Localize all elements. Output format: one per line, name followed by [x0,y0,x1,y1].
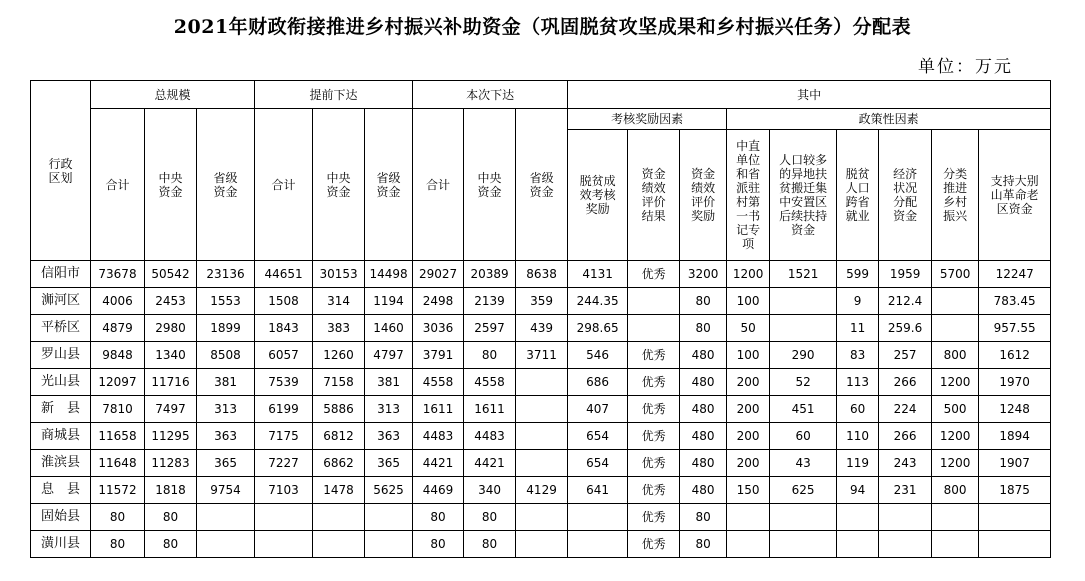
table-cell: 6057 [255,342,313,369]
table-cell: 381 [197,369,255,396]
region-name: 新 县 [31,396,91,423]
table-cell: 11572 [91,477,145,504]
table-cell: 80 [91,531,145,558]
table-cell: 654 [568,423,628,450]
table-cell: 7227 [255,450,313,477]
header-c8: 分类推进乡村振兴 [932,130,979,261]
table-cell: 11283 [145,450,197,477]
table-cell: 1521 [770,261,837,288]
table-cell: 244.35 [568,288,628,315]
header-c7: 经济状况分配资金 [879,130,932,261]
table-cell [313,504,365,531]
table-cell: 480 [680,369,727,396]
table-cell [770,531,837,558]
header-total-scale: 总规模 [91,81,255,109]
region-name: 罗山县 [31,342,91,369]
table-cell [628,288,680,315]
table-cell: 5700 [932,261,979,288]
table-cell: 110 [837,423,879,450]
table-cell [365,504,413,531]
header-current: 本次下达 [413,81,568,109]
header-of-which: 其中 [568,81,1051,109]
table-cell: 2980 [145,315,197,342]
table-cell: 654 [568,450,628,477]
table-cell: 优秀 [628,477,680,504]
table-cell: 1611 [464,396,516,423]
table-cell: 480 [680,477,727,504]
table-cell: 14498 [365,261,413,288]
table-cell: 7158 [313,369,365,396]
table-cell: 4006 [91,288,145,315]
table-cell: 231 [879,477,932,504]
table-cell: 340 [464,477,516,504]
table-cell: 4129 [516,477,568,504]
unit-label: 单位：万元 [918,57,1013,77]
table-cell: 2453 [145,288,197,315]
table-cell: 1970 [979,369,1051,396]
table-cell: 9 [837,288,879,315]
table-cell: 1460 [365,315,413,342]
table-cell: 200 [727,450,770,477]
table-cell: 2139 [464,288,516,315]
table-cell: 1899 [197,315,255,342]
table-cell [197,531,255,558]
region-name: 固始县 [31,504,91,531]
region-name: 商城县 [31,423,91,450]
table-cell: 313 [197,396,255,423]
region-name: 淮滨县 [31,450,91,477]
region-name: 息 县 [31,477,91,504]
region-name: 平桥区 [31,315,91,342]
header-region: 行政区划 [31,81,91,261]
header-c2: 资金绩效评价结果 [628,130,680,261]
table-cell: 1200 [727,261,770,288]
header-c6: 脱贫人口跨省就业 [837,130,879,261]
header-advance-sum: 合计 [255,109,313,261]
header-c4: 中直单位和省派驻村第一书记专项 [727,130,770,261]
table-cell [979,531,1051,558]
table-cell [932,288,979,315]
table-cell: 359 [516,288,568,315]
table-cell: 686 [568,369,628,396]
table-cell: 625 [770,477,837,504]
table-cell: 1248 [979,396,1051,423]
table-cell: 1843 [255,315,313,342]
table-cell [568,531,628,558]
table-cell: 80 [680,504,727,531]
table-cell: 12097 [91,369,145,396]
table-cell: 优秀 [628,531,680,558]
table-cell: 80 [464,504,516,531]
table-cell: 266 [879,369,932,396]
table-cell: 7539 [255,369,313,396]
table-cell: 11658 [91,423,145,450]
table-cell: 1818 [145,477,197,504]
table-cell: 6812 [313,423,365,450]
table-cell: 4469 [413,477,464,504]
table-cell [932,504,979,531]
table-cell: 100 [727,288,770,315]
region-name: 信阳市 [31,261,91,288]
table-cell: 94 [837,477,879,504]
table-cell: 150 [727,477,770,504]
table-cell: 2498 [413,288,464,315]
table-cell: 4797 [365,342,413,369]
table-row [31,396,1051,423]
table-cell: 4421 [413,450,464,477]
table-cell: 11295 [145,423,197,450]
table-cell: 9754 [197,477,255,504]
table-cell: 80 [680,315,727,342]
header-total-central: 中央资金 [145,109,197,261]
header-c5: 人口较多的异地扶贫搬迁集中安置区后续扶持资金 [770,130,837,261]
table-cell: 80 [680,288,727,315]
table-cell [770,504,837,531]
table-cell: 50 [727,315,770,342]
table-cell: 12247 [979,261,1051,288]
table-cell: 113 [837,369,879,396]
table-cell: 50542 [145,261,197,288]
table-cell: 优秀 [628,450,680,477]
table-cell: 80 [145,504,197,531]
table-cell: 优秀 [628,261,680,288]
table-cell: 500 [932,396,979,423]
table-cell: 23136 [197,261,255,288]
table-cell: 1478 [313,477,365,504]
table-cell: 243 [879,450,932,477]
table-cell: 80 [91,504,145,531]
table-cell: 4879 [91,315,145,342]
table-cell: 优秀 [628,504,680,531]
table-cell: 8508 [197,342,255,369]
table-cell: 80 [464,342,516,369]
header-total-provincial: 省级资金 [197,109,255,261]
table-cell: 451 [770,396,837,423]
table-cell: 80 [464,531,516,558]
table-cell: 1340 [145,342,197,369]
region-name: 光山县 [31,369,91,396]
header-c1: 脱贫成效考核奖励 [568,130,628,261]
table-cell: 9848 [91,342,145,369]
table-cell: 1553 [197,288,255,315]
table-cell: 优秀 [628,342,680,369]
table-cell: 119 [837,450,879,477]
table-cell: 800 [932,477,979,504]
region-name: 浉河区 [31,288,91,315]
table-cell: 546 [568,342,628,369]
table-cell: 1894 [979,423,1051,450]
table-cell [770,288,837,315]
table-row [31,369,1051,396]
table-cell: 1959 [879,261,932,288]
table-cell: 365 [197,450,255,477]
table-cell: 266 [879,423,932,450]
table-cell: 257 [879,342,932,369]
table-cell [516,369,568,396]
table-cell [727,531,770,558]
table-cell: 优秀 [628,423,680,450]
table-cell [628,315,680,342]
table-cell: 381 [365,369,413,396]
header-advance-provincial: 省级资金 [365,109,413,261]
table-cell: 1611 [413,396,464,423]
table-cell: 30153 [313,261,365,288]
table-cell: 1907 [979,450,1051,477]
table-cell: 599 [837,261,879,288]
table-cell: 7103 [255,477,313,504]
table-cell [255,504,313,531]
table-cell [727,504,770,531]
table-cell: 383 [313,315,365,342]
table-cell: 100 [727,342,770,369]
table-cell [313,531,365,558]
table-cell: 80 [413,504,464,531]
page-title: 2021年财政衔接推进乡村振兴补助资金（巩固脱贫攻坚成果和乡村振兴任务）分配表 [173,16,912,38]
table-cell: 4421 [464,450,516,477]
table-cell: 2597 [464,315,516,342]
table-cell: 4558 [464,369,516,396]
header-advance-central: 中央资金 [313,109,365,261]
table-cell [879,504,932,531]
region-name: 潢川县 [31,531,91,558]
table-cell: 1200 [932,369,979,396]
header-current-central: 中央资金 [464,109,516,261]
table-cell: 200 [727,423,770,450]
table-cell: 7810 [91,396,145,423]
table-cell: 363 [197,423,255,450]
allocation-table [30,80,1051,558]
table-cell: 优秀 [628,369,680,396]
table-cell: 4558 [413,369,464,396]
table-cell: 1612 [979,342,1051,369]
table-cell: 1200 [932,423,979,450]
table-cell [516,504,568,531]
table-cell: 480 [680,396,727,423]
table-cell: 6862 [313,450,365,477]
table-cell: 314 [313,288,365,315]
header-policy: 政策性因素 [727,109,1051,130]
table-row [31,450,1051,477]
table-cell [770,315,837,342]
table-cell: 641 [568,477,628,504]
table-cell: 365 [365,450,413,477]
table-cell: 4131 [568,261,628,288]
table-cell: 3036 [413,315,464,342]
table-cell [837,531,879,558]
table-cell: 43 [770,450,837,477]
table-cell: 7497 [145,396,197,423]
table-cell: 783.45 [979,288,1051,315]
table-cell [516,396,568,423]
table-cell: 5886 [313,396,365,423]
table-row [31,315,1051,342]
table-cell: 480 [680,450,727,477]
table-cell [932,531,979,558]
table-cell: 1508 [255,288,313,315]
table-cell: 52 [770,369,837,396]
table-cell: 4483 [464,423,516,450]
table-cell: 80 [145,531,197,558]
table-cell: 1194 [365,288,413,315]
table-cell [568,504,628,531]
table-cell: 259.6 [879,315,932,342]
header-total-sum: 合计 [91,109,145,261]
table-cell: 1260 [313,342,365,369]
table-cell: 439 [516,315,568,342]
table-cell: 313 [365,396,413,423]
table-cell: 11716 [145,369,197,396]
table-cell: 优秀 [628,396,680,423]
table-row [31,261,1051,288]
header-advance: 提前下达 [255,81,413,109]
table-cell: 6199 [255,396,313,423]
table-cell: 3791 [413,342,464,369]
table-cell: 44651 [255,261,313,288]
table-cell [516,531,568,558]
table-cell: 80 [680,531,727,558]
table-cell [516,423,568,450]
table-cell: 3200 [680,261,727,288]
table-cell: 200 [727,396,770,423]
header-assessment: 考核奖励因素 [568,109,727,130]
table-cell: 60 [837,396,879,423]
table-cell: 7175 [255,423,313,450]
table-cell [837,504,879,531]
table-cell [365,531,413,558]
table-cell: 80 [413,531,464,558]
table-row [31,477,1051,504]
table-cell: 5625 [365,477,413,504]
table-cell: 224 [879,396,932,423]
header-current-provincial: 省级资金 [516,109,568,261]
table-cell: 957.55 [979,315,1051,342]
table-cell: 212.4 [879,288,932,315]
table-row [31,423,1051,450]
table-body [31,261,1051,558]
table-cell: 11 [837,315,879,342]
table-cell: 200 [727,369,770,396]
table-cell: 83 [837,342,879,369]
table-cell: 29027 [413,261,464,288]
table-cell: 4483 [413,423,464,450]
table-cell: 11648 [91,450,145,477]
header-c3: 资金绩效评价奖励 [680,130,727,261]
table-cell: 1200 [932,450,979,477]
header-c9: 支持大别山革命老区资金 [979,130,1051,261]
table-cell: 407 [568,396,628,423]
table-cell: 290 [770,342,837,369]
table-cell: 60 [770,423,837,450]
table-cell [255,531,313,558]
table-cell: 480 [680,342,727,369]
table-cell: 73678 [91,261,145,288]
table-cell [197,504,255,531]
table-row [31,504,1051,531]
table-cell: 800 [932,342,979,369]
table-row [31,288,1051,315]
header-current-sum: 合计 [413,109,464,261]
table-row [31,531,1051,558]
table-cell: 480 [680,423,727,450]
table-cell: 8638 [516,261,568,288]
table-cell: 3711 [516,342,568,369]
table-cell [932,315,979,342]
table-cell: 363 [365,423,413,450]
table-cell: 1875 [979,477,1051,504]
table-row [31,342,1051,369]
table-cell [516,450,568,477]
table-cell [879,531,932,558]
table-cell: 20389 [464,261,516,288]
table-cell [979,504,1051,531]
table-cell: 298.65 [568,315,628,342]
